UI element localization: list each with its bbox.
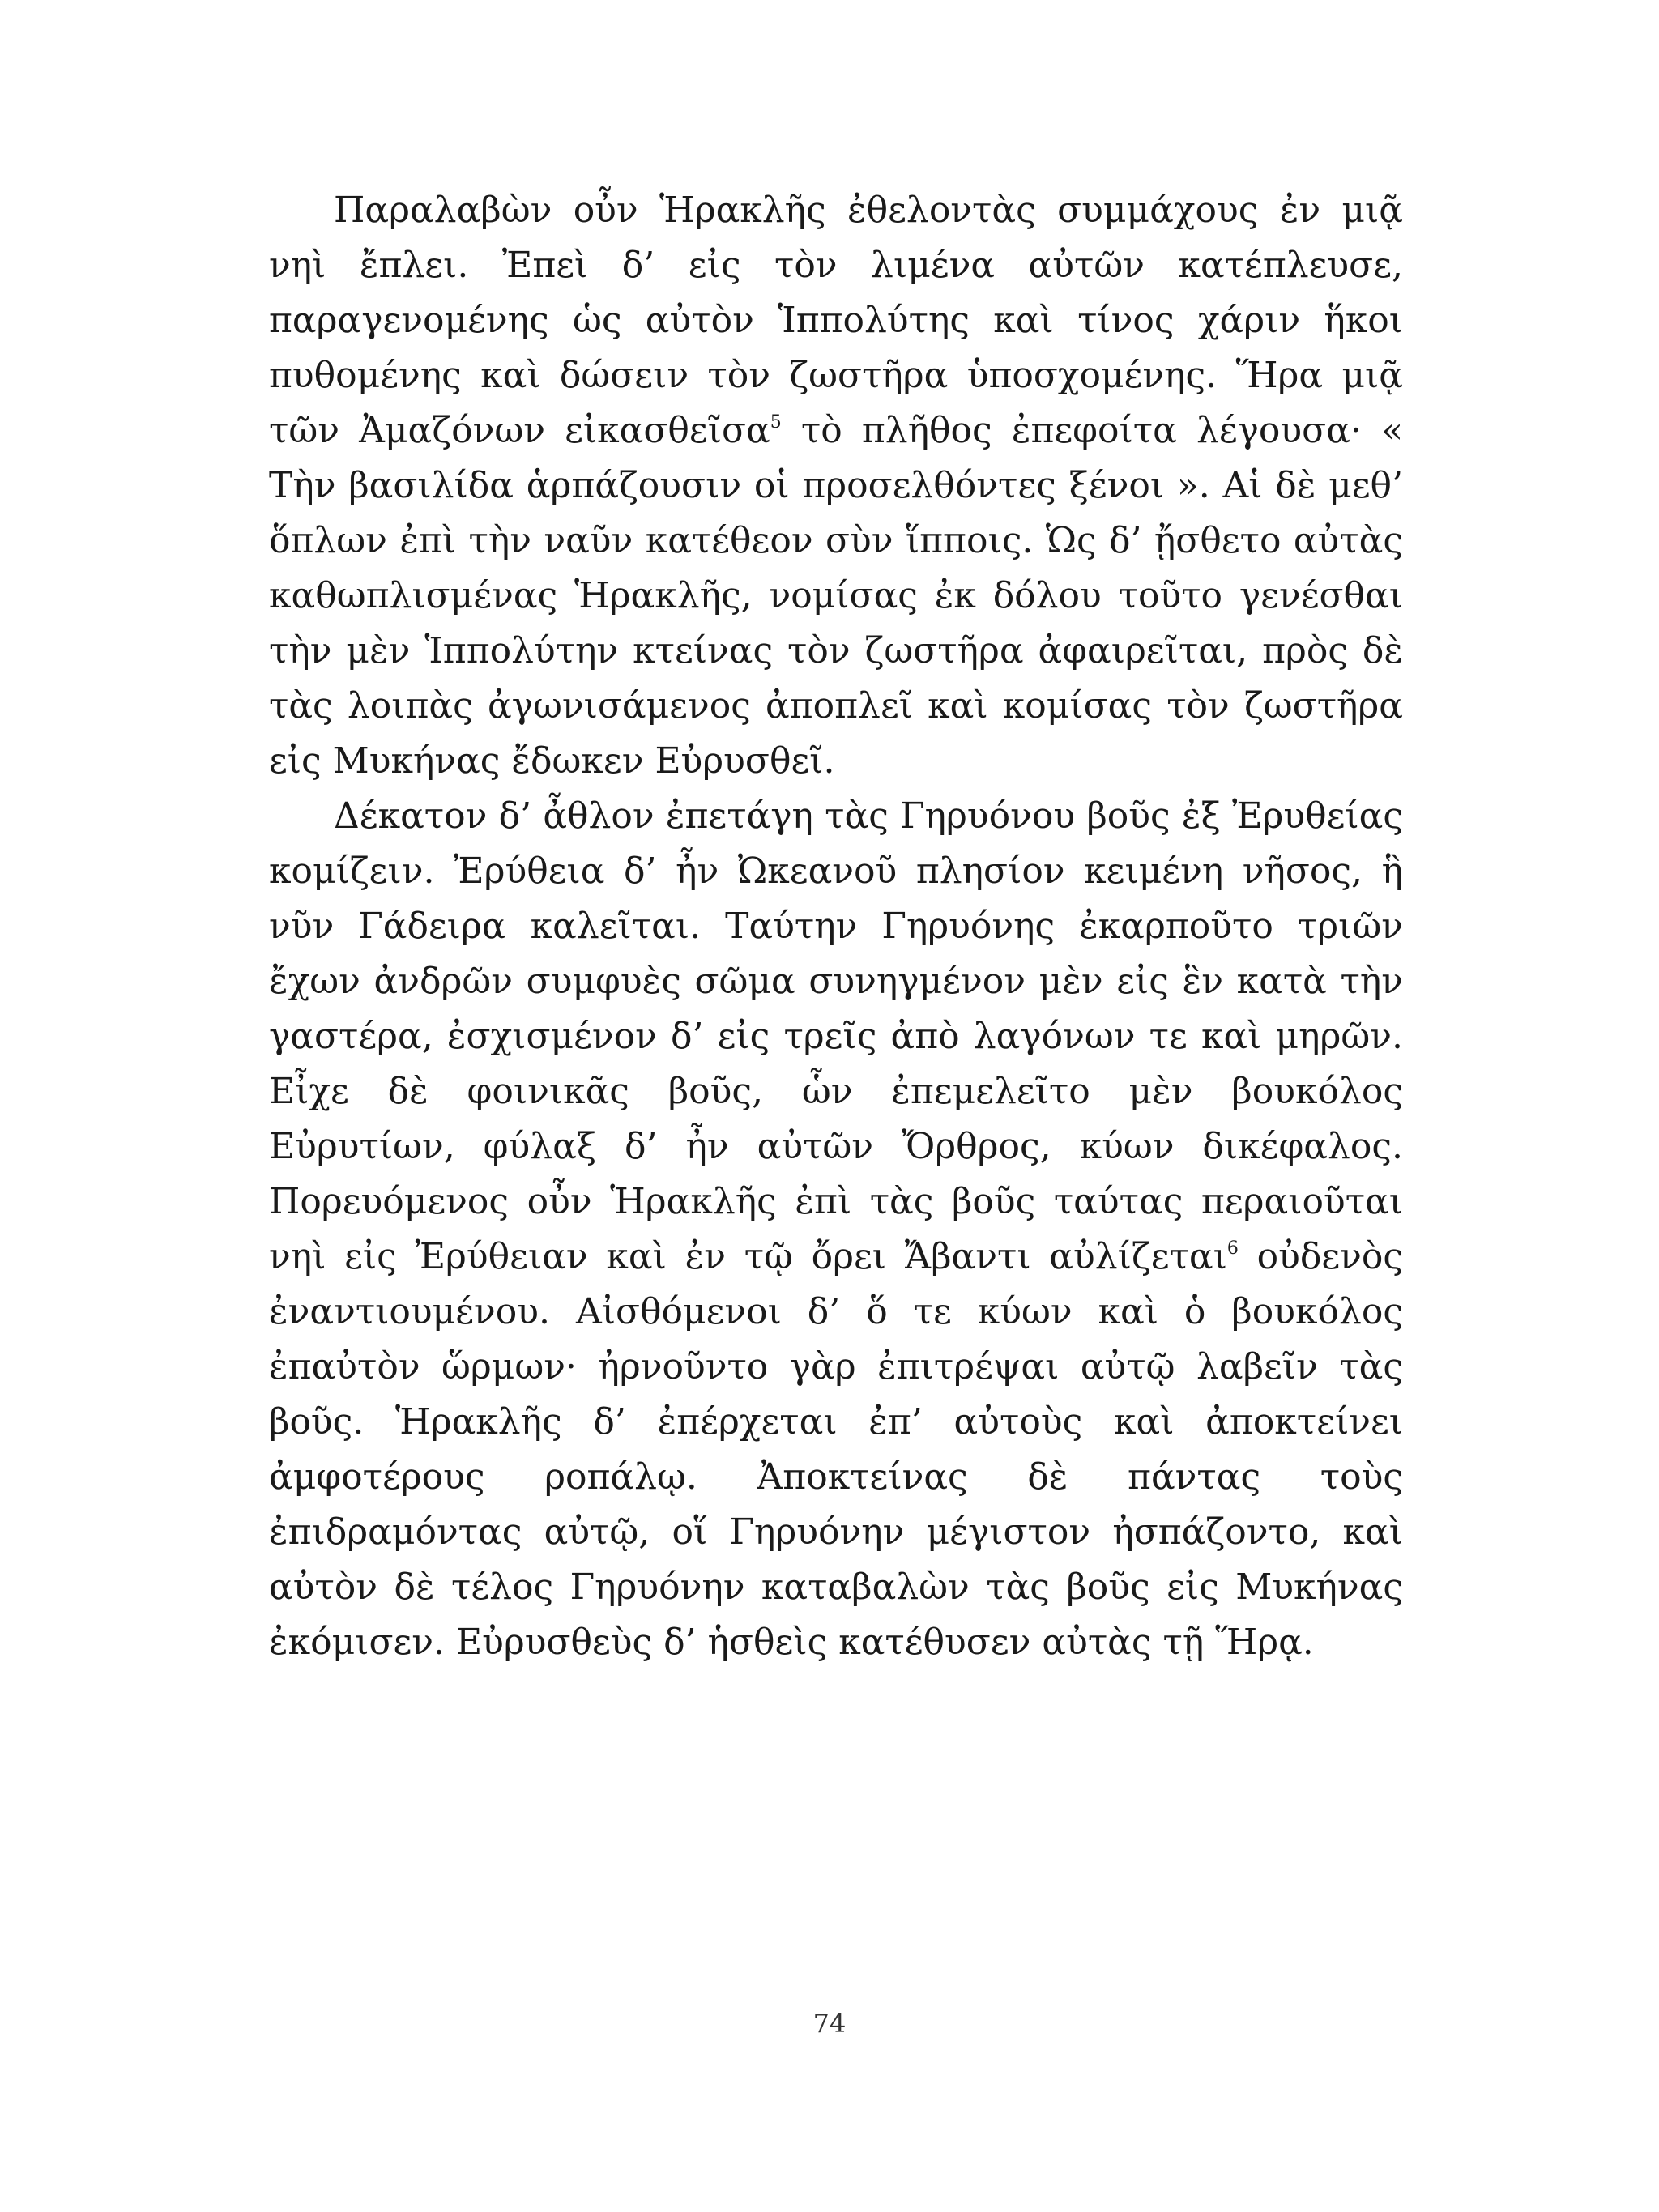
paragraph-2 xyxy=(269,789,1403,1670)
paragraph-1-text-before-note: Παραλαβὼν οὖν Ἡρακλῆς ἐθελοντὰς συμμάχους ἐν μιᾷ νηὶ ἔπλει. Ἐπεὶ δ’ εἰς τὸν λιμένα αὐτῶν κατέπλευσε, παραγενομένης ὡς αὐτὸν Ἱππολύτης καὶ τίνος χάριν ἥκοι πυθομένης καὶ δώσειν τὸν ζωστῆρα ὑποσχομένης. Ἥρα μιᾷ τῶν Ἀμαζόνων εἰκασθεῖσα xyxy=(269,190,1403,451)
paragraph-2-text-after-note: οὐδενὸς ἐναντιουμένου. Αἰσθόμενοι δ’ ὅ τε κύων καὶ ὁ βουκόλος ἐπαὐτὸν ὥρμων· ἠρνοῦντο γὰρ ἐπιτρέψαι αὐτῷ λαβεῖν τὰς βοῦς. Ἡρακλῆς δ’ ἐπέρχεται ἐπ’ αὐτοὺς καὶ ἀποκτείνει ἀμφοτέρους ροπάλῳ. Ἀποκτείνας δὲ πάντας τοὺς ἐπιδραμόντας αὐτῷ, οἵ Γηρυόνην μέγιστον ἠσπάζοντο, καὶ αὐτὸν δὲ τέλος Γηρυόνην καταβαλὼν τὰς βοῦς εἰς Μυκήνας ἐκόμισεν. Εὐρυσθεὺς δ’ ἡσθεὶς κατέθυσεν αὐτὰς τῇ Ἥρᾳ. xyxy=(269,1236,1403,1663)
paragraph-1-text-after-note: τὸ πλῆθος ἐπεφοίτα λέγουσα· « Τὴν βασιλίδα ἁρπάζουσιν οἱ προσελθόντες ξένοι ». Αἱ δὲ μεθ’ ὅπλων ἐπὶ τὴν ναῦν κατέθεον σὺν ἵπποις. Ὡς δ’ ᾔσθετο αὐτὰς καθωπλισμένας Ἡρακλῆς, νομίσας ἐκ δόλου τοῦτο γενέσθαι τὴν μὲν Ἱππολύτην κτείνας τὸν ζωστῆρα ἀφαιρεῖται, πρὸς δὲ τὰς λοιπὰς ἀγωνισάμενος ἀποπλεῖ καὶ κομίσας τὸν ζωστῆρα εἰς Μυκήνας ἔδωκεν Εὐρυσθεῖ. xyxy=(269,410,1403,782)
body-text xyxy=(269,183,1403,1670)
footnote-marker-5: 5 xyxy=(770,412,782,433)
page-number: 74 xyxy=(812,2008,847,2039)
paragraph-1 xyxy=(269,183,1403,789)
paragraph-2-text-before-note: Δέκατον δ’ ἆθλον ἐπετάγη τὰς Γηρυόνου βοῦς ἐξ Ἐρυθείας κομίζειν. Ἐρύθεια δ’ ἦν Ὠκεανοῦ πλησίον κειμένη νῆσος, ἣ νῦν Γάδειρα καλεῖται. Ταύτην Γηρυόνης ἐκαρποῦτο τριῶν ἔχων ἀνδρῶν συμφυὲς σῶμα συνηγμένον μὲν εἰς ἓν κατὰ τὴν γαστέρα, ἐσχισμένον δ’ εἰς τρεῖς ἀπὸ λαγόνων τε καὶ μηρῶν. Εἶχε δὲ φοινικᾶς βοῦς, ὧν ἐπεμελεῖτο μὲν βουκόλος Εὐρυτίων, φύλαξ δ’ ἦν αὐτῶν Ὄρθρος, κύων δικέφαλος. Πορευόμενος οὖν Ἡρακλῆς ἐπὶ τὰς βοῦς ταύτας περαιοῦται νηὶ εἰς Ἐρύθειαν καὶ ἐν τῷ ὄρει Ἄβαντι αὐλίζεται xyxy=(269,795,1403,1277)
footnote-marker-6: 6 xyxy=(1226,1238,1239,1259)
